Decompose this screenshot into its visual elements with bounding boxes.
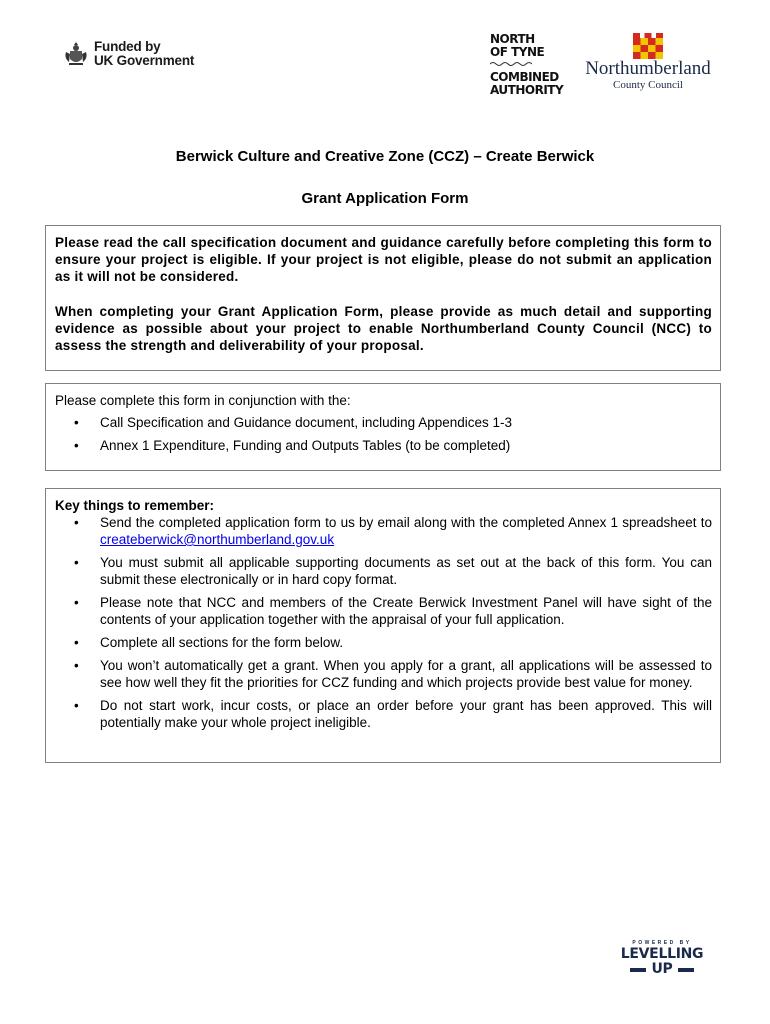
eligibility-notice-box bbox=[45, 225, 721, 371]
notice-paragraph-1: Please read the call specification document and guidance carefully before completing this form to ensure your project is eligible. If your project is not eligible, please do not submit an application as it will not be considered. bbox=[55, 235, 712, 284]
levelling-up-logo bbox=[618, 939, 706, 977]
email-instruction-text: Send the completed application form to us by email along with the completed Annex 1 spreadsheet to bbox=[100, 515, 712, 530]
notca-line2: OF TYNE bbox=[490, 45, 545, 59]
list-item: • Do not start work, incur costs, or place an order before your grant has been approved. This will potentially make your whole project ineligible. bbox=[55, 697, 712, 731]
email-link[interactable]: createberwick@northumberland.gov.uk bbox=[100, 532, 335, 547]
up-text: UP bbox=[651, 961, 673, 977]
key-things-box bbox=[45, 488, 721, 763]
conjunction-list bbox=[55, 414, 712, 454]
list-item bbox=[55, 514, 712, 548]
northumberland-county-council-logo bbox=[568, 33, 728, 91]
conjunction-intro: Please complete this form in conjunction with the: bbox=[55, 393, 351, 408]
powered-by-text: POWERED BY bbox=[632, 940, 692, 946]
notice-paragraph-2: When completing your Grant Application Form, please provide as much detail and supporting evidence as possible about your project to enable Northumberland County Council (NCC) to assess the strength and deliverability of your proposal. bbox=[55, 304, 712, 353]
uk-government-logo bbox=[64, 40, 194, 68]
north-of-tyne-logo bbox=[490, 33, 562, 97]
ncc-name: Northumberland bbox=[585, 58, 711, 79]
list-item: • Please note that NCC and members of the Create Berwick Investment Panel will have sight of the contents of your application together with the appraisal of your full application. bbox=[55, 594, 712, 628]
right-bar bbox=[678, 968, 694, 972]
royal-crest-icon bbox=[64, 40, 88, 68]
list-item: • You won’t automatically get a grant. When you apply for a grant, all applications will be assessed to see how well they fit the priorities for CCZ funding and which projects provide best value for money. bbox=[55, 657, 712, 691]
uk-gov-line1: Funded by bbox=[94, 39, 161, 54]
list-item: • Annex 1 Expenditure, Funding and Outputs Tables (to be completed) bbox=[55, 437, 712, 454]
key-things-heading: Key things to remember: bbox=[55, 498, 215, 513]
page-title: Berwick Culture and Creative Zone (CCZ) – Create Berwick bbox=[175, 148, 595, 165]
conjunction-box bbox=[45, 383, 721, 471]
list-item: • Complete all sections for the form below. bbox=[55, 634, 712, 651]
up-row bbox=[618, 962, 706, 977]
page-subtitle: Grant Application Form bbox=[301, 190, 469, 207]
levelling-text: LEVELLING bbox=[620, 946, 704, 962]
left-bar bbox=[630, 968, 646, 972]
notca-line4: AUTHORITY bbox=[490, 83, 564, 97]
northumberland-flag-icon bbox=[629, 33, 667, 59]
uk-gov-line2: UK Government bbox=[94, 53, 195, 68]
notca-line1: NORTH bbox=[490, 32, 535, 46]
notca-line3: COMBINED bbox=[490, 70, 559, 84]
wave-divider bbox=[490, 59, 562, 71]
list-item: • You must submit all applicable supporting documents as set out at the back of this form. You can submit these electronically or in hard copy format. bbox=[55, 554, 712, 588]
list-item: • Call Specification and Guidance document, including Appendices 1-3 bbox=[55, 414, 712, 431]
key-things-list bbox=[55, 514, 712, 731]
ncc-sub: County Council bbox=[613, 79, 683, 91]
